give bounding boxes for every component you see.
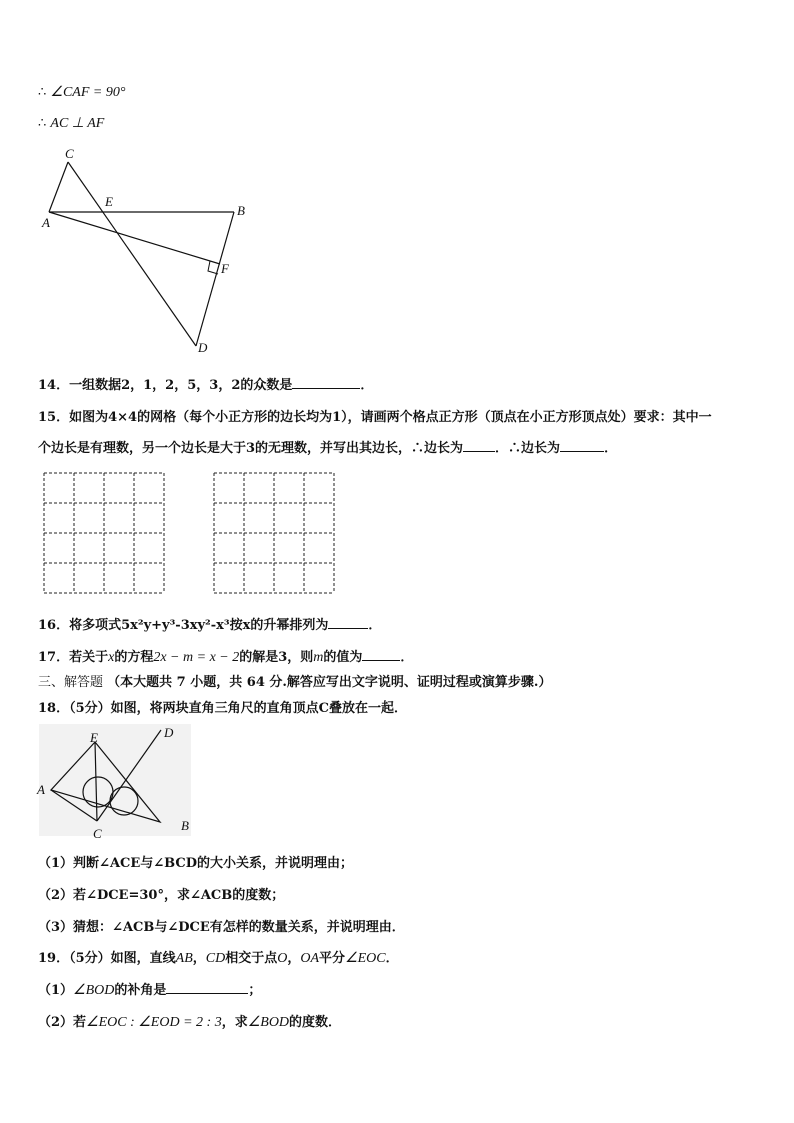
question-17 xyxy=(38,646,413,666)
question-19-sub-2 xyxy=(38,1011,341,1031)
ray-oa: OA xyxy=(300,951,320,966)
question-number: 16． xyxy=(38,618,70,633)
equation: 2x − m = x − 2 xyxy=(153,650,240,665)
point-label-c: C xyxy=(93,826,102,841)
point-label-e: E xyxy=(90,730,98,745)
question-text: 的解是3，则 xyxy=(239,650,314,665)
point-o: O xyxy=(277,951,288,966)
question-18 xyxy=(38,697,407,716)
answer-blank[interactable] xyxy=(166,981,248,994)
therefore-symbol: ∴ xyxy=(38,85,47,100)
answer-blank[interactable] xyxy=(560,439,604,452)
grid-4x4-right[interactable] xyxy=(213,472,335,594)
question-number: 14． xyxy=(38,378,70,393)
segment-cd xyxy=(68,162,196,346)
answer-blank[interactable] xyxy=(463,439,495,452)
question-text: 的度数． xyxy=(289,1015,342,1030)
question-text: 平分 xyxy=(319,951,346,966)
question-18-sub-2 xyxy=(38,884,284,903)
variable-x: x xyxy=(108,650,115,665)
answer-blank[interactable] xyxy=(328,616,368,629)
point-label-f: F xyxy=(221,261,229,276)
question-text: ，求 xyxy=(221,1015,248,1030)
therefore-symbol: ∴ xyxy=(38,116,47,131)
line-cd: CD xyxy=(205,951,226,966)
question-text: （5分）如图，直线 xyxy=(69,951,176,966)
question-15-line-1 xyxy=(38,406,712,425)
section-title: 三、解答题 xyxy=(38,675,104,690)
punctuation: ， xyxy=(287,951,301,966)
question-text: （2）若∠DCE=30°，求∠ACB的度数； xyxy=(38,888,285,903)
point-label-c: C xyxy=(65,146,74,161)
angle-ratio: ∠EOC : ∠EOD = 2 : 3 xyxy=(86,1015,222,1030)
question-text: 相交于点 xyxy=(225,951,278,966)
geometry-figure-2 xyxy=(35,720,205,845)
question-19-sub-1 xyxy=(38,979,261,999)
point-label-e: E xyxy=(105,194,113,209)
question-text: 的方程 xyxy=(114,650,154,665)
proof-expression: AC ⊥ AF xyxy=(50,116,105,131)
question-text: （5分）如图，将两块直角三角尺的直角顶点C叠放在一起． xyxy=(69,701,407,716)
punctuation: ． xyxy=(385,951,399,966)
question-text: 一组数据2，1，2，5，3，2的众数是 xyxy=(69,378,293,393)
question-15-line-2 xyxy=(38,437,617,456)
question-19 xyxy=(38,947,399,967)
punctuation: ， xyxy=(192,951,206,966)
question-text: 的值为 xyxy=(323,650,363,665)
segment-ac xyxy=(49,162,68,212)
figure-background xyxy=(39,724,191,836)
question-number: 15． xyxy=(38,410,70,425)
angle-bod: ∠BOD xyxy=(247,1015,290,1030)
question-18-sub-1 xyxy=(38,852,353,871)
question-text: ．∴边长为 xyxy=(495,441,561,456)
variable-m: m xyxy=(313,650,324,665)
angle-eoc: ∠EOC xyxy=(345,951,386,966)
question-text: （1）判断∠ACE与∠BCD的大小关系，并说明理由； xyxy=(38,856,354,871)
punctuation: ． xyxy=(360,378,374,393)
question-number: 17． xyxy=(38,650,70,665)
question-text: （1） xyxy=(38,983,74,998)
geometry-figure-1 xyxy=(30,140,260,360)
answer-blank[interactable] xyxy=(362,648,400,661)
point-label-d: D xyxy=(198,340,208,355)
point-label-a: A xyxy=(42,215,50,230)
angle-bod: ∠BOD xyxy=(73,983,115,998)
punctuation: ． xyxy=(400,650,414,665)
punctuation: ． xyxy=(604,441,618,456)
punctuation: ； xyxy=(248,983,262,998)
proof-line-1 xyxy=(38,84,125,101)
question-number: 18． xyxy=(38,701,70,716)
question-text: 如图为4×4的网格（每个小正方形的边长均为1），请画两个格点正方形（顶点在小正方形顶点处）要求：其中一 xyxy=(69,410,712,425)
grid-4x4-left[interactable] xyxy=(43,472,165,594)
question-14 xyxy=(38,374,373,393)
question-number: 19． xyxy=(38,951,70,966)
section-note: （本大题共 7 小题，共 64 分.解答应写出文字说明、证明过程或演算步骤.） xyxy=(107,675,552,690)
punctuation: ． xyxy=(368,618,382,633)
question-text: 将多项式 xyxy=(69,618,122,633)
question-text: 的补角是 xyxy=(114,983,167,998)
answer-blank[interactable] xyxy=(292,376,360,389)
section-heading xyxy=(38,671,551,690)
question-text: 若关于 xyxy=(69,650,109,665)
question-text: （2）若 xyxy=(38,1015,87,1030)
proof-expression: ∠CAF = 90° xyxy=(50,85,126,100)
point-label-b: B xyxy=(237,203,245,218)
polynomial: 5x²y+y³-3xy²-x³ xyxy=(121,618,230,633)
line-ab: AB xyxy=(175,951,193,966)
point-label-b: B xyxy=(181,818,189,833)
question-16 xyxy=(38,614,381,633)
question-text: 按x的升幂排列为 xyxy=(229,618,329,633)
point-label-a: A xyxy=(37,782,45,797)
question-text: （3）猜想：∠ACB与∠DCE有怎样的数量关系，并说明理由． xyxy=(38,920,405,935)
question-text: 个边长是有理数，另一个边长是大于3的无理数，并写出其边长，∴边长为 xyxy=(38,441,464,456)
question-18-sub-3 xyxy=(38,916,405,935)
point-label-d: D xyxy=(164,725,174,740)
segment-bd xyxy=(196,212,234,346)
segment-af xyxy=(49,212,220,264)
proof-line-2 xyxy=(38,115,104,132)
